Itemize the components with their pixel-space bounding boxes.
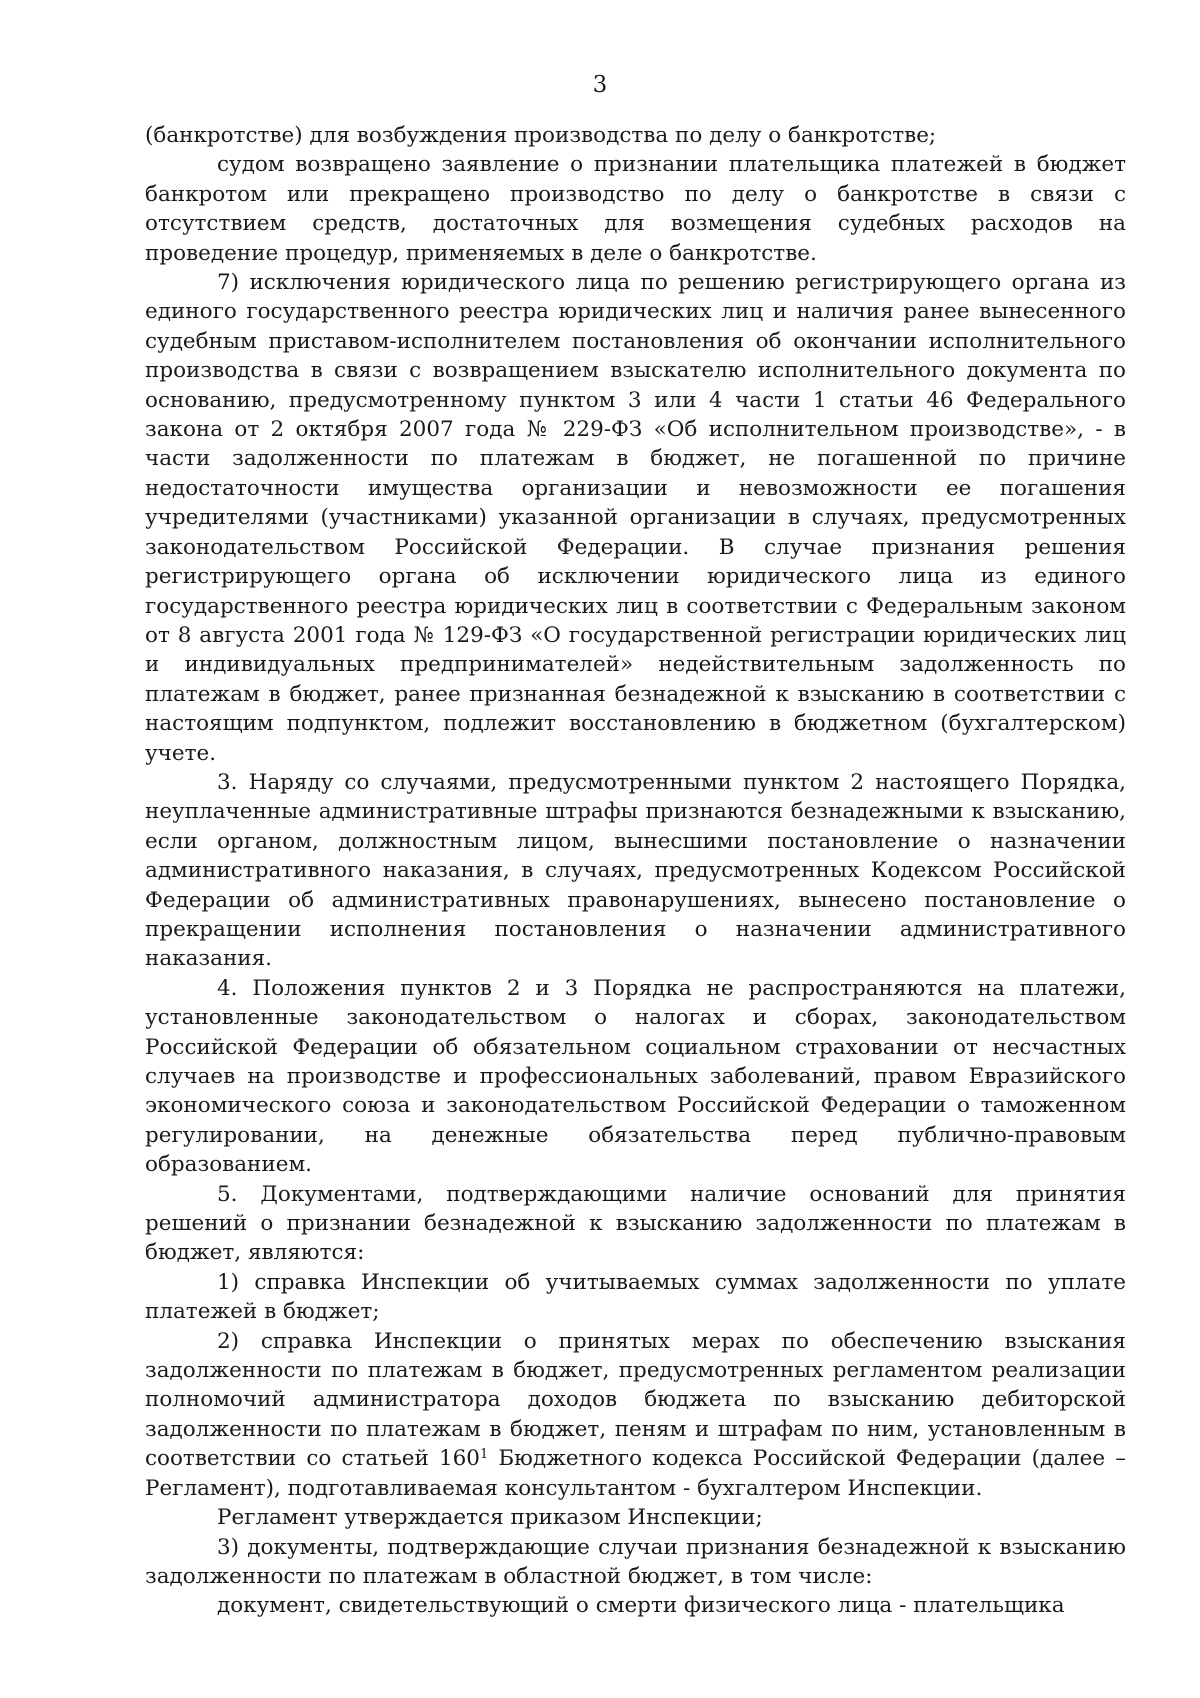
paragraph-document-2-text-after: Бюджетного кодекса Российской Федерации (далее – Регламент), подготавливаемая консультантом - бухгалтером Инспекции. xyxy=(145,1446,1126,1501)
paragraph-court-returned-application: судом возвращено заявление о признании плательщика платежей в бюджет банкротом или прекращено производство по делу о банкротстве в связи с отсутствием средств, достаточных для возмещения судебных расходов на проведение процедур, применяемых в деле о банкротстве. xyxy=(145,152,1126,266)
paragraph-clause-3-administrative-fines: 3. Наряду со случаями, предусмотренными пунктом 2 настоящего Порядка, неуплаченные административные штрафы признаются безнадежными к взысканию, если органом, должностным лицом, вынесшими постановление о назначении административного наказания, в случаях, предусмотренных Кодексом Российской Федерации об административных правонарушениях, вынесено постановление о прекращении исполнения постановления о назначении административного наказания. xyxy=(145,769,1126,972)
paragraph-document-2-measures-certificate xyxy=(145,1327,1126,1503)
article-superscript: 1 xyxy=(480,1447,489,1463)
paragraph-death-certificate: документ, свидетельствующий о смерти физического лица - плательщика xyxy=(217,1593,1065,1619)
paragraph-bankruptcy-continuation: (банкротстве) для возбуждения производства по делу о банкротстве; xyxy=(145,123,937,148)
paragraph-document-1-debt-certificate: 1) справка Инспекции об учитываемых суммах задолженности по уплате платежей в бюджет; xyxy=(145,1269,1126,1325)
paragraph-document-2-text-before: 2) справка Инспекции о принятых мерах по обеспечению взыскания задолженности по платежам в бюджет, предусмотренных регламентом реализации полномочий администратора доходов бюджета по взысканию дебиторской задолженности по платежам в бюджет, пеням и штрафам по ним, установленным в соответствии со статьей 160 xyxy=(145,1328,1126,1472)
paragraph-clause-5-documents: 5. Документами, подтверждающими наличие оснований для принятия решений о признании безнадежной к взысканию задолженности по платежам в бюджет, являются: xyxy=(145,1181,1126,1266)
paragraph-clause-4-exceptions: 4. Положения пунктов 2 и 3 Порядка не распространяются на платежи, установленные законодательством о налогах и сборах, законодательством Российской Федерации об обязательном социальном страховании от несчастных случаев на производстве и профессиональных заболеваний, правом Евразийского экономического союза и законодательством Российской Федерации о таможенном регулировании, на денежные обязательства перед публично-правовым образованием. xyxy=(145,975,1126,1178)
paragraph-item-7-legal-entity-exclusion: 7) исключения юридического лица по решению регистрирующего органа из единого государственного реестра юридических лиц и наличия ранее вынесенного судебным приставом-исполнителем постановления об окончании исполнительного производства в связи с возвращением взыскателю исполнительного документа по основанию, предусмотренному пунктом 3 или 4 части 1 статьи 46 Федерального закона от 2 октября 2007 года № 229-ФЗ «Об исполнительном производстве», - в части задолженности по платежам в бюджет, не погашенной по причине недостаточности имущества организации и невозможности ее погашения учредителями (участниками) указанной организации в случаях, предусмотренных законодательством Российской Федерации. В случае признания решения регистрирующего органа об исключении юридического лица из единого государственного реестра юридических лиц в соответствии с Федеральным законом от 8 августа 2001 года № 129-ФЗ «О государственной регистрации юридических лиц и индивидуальных предпринимателей» недействительным задолженность по платежам в бюджет, ранее признанная безнадежной к взысканию в соответствии с настоящим подпунктом, подлежит восстановлению в бюджетном (бухгалтерском) учете. xyxy=(145,270,1126,766)
page-number: 3 xyxy=(592,72,608,98)
document-body xyxy=(145,121,1126,1621)
paragraph-document-3-confirming-documents: 3) документы, подтверждающие случаи признания безнадежной к взысканию задолженности по платежам в областной бюджет, в том числе: xyxy=(145,1534,1126,1589)
paragraph-regulation-approval: Регламент утверждается приказом Инспекции; xyxy=(217,1505,763,1531)
